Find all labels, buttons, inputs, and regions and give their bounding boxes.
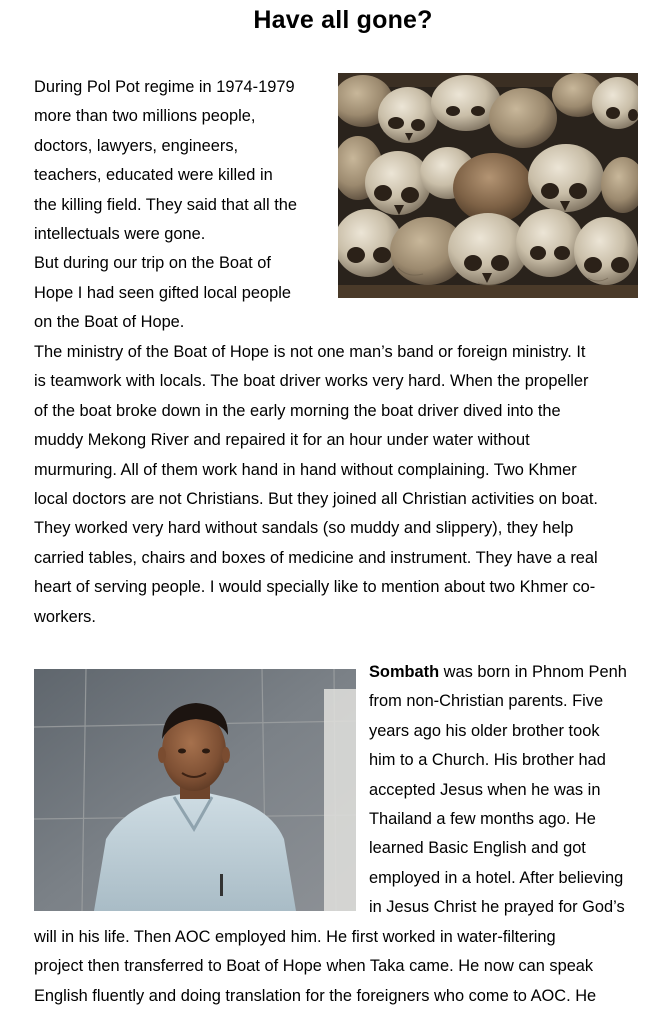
sombath-full-line: will in his life. Then AOC employed him. He first worked in water-filtering [34, 928, 556, 946]
intro-line: teachers, educated were killed in [34, 166, 273, 185]
intro-paragraph [34, 73, 330, 338]
sombath-line: Thailand a few months ago. He [369, 810, 596, 829]
sombath-line: him to a Church. His brother had [369, 751, 606, 770]
sombath-name: Sombath [369, 663, 440, 681]
sombath-line: in Jesus Christ he prayed for God’s [369, 898, 625, 917]
sombath-line: accepted Jesus when he was in [369, 780, 601, 799]
ministry-line: local doctors are not Christians. But they joined all Christian activities on boat. [34, 490, 598, 509]
sombath-side-paragraph [369, 658, 659, 923]
ministry-paragraph [34, 338, 654, 632]
ministry-line: murmuring. All of them work hand in hand without complaining. Two Khmer [34, 460, 577, 479]
ministry-line: They worked very hard without sandals (so muddy and slippery), they help [34, 519, 574, 538]
sombath-portrait-photo [34, 669, 356, 911]
ministry-line: heart of serving people. I would specially like to mention about two Khmer co- [34, 578, 596, 597]
skulls-photo [338, 73, 638, 298]
ministry-line: The ministry of the Boat of Hope is not one man’s band or foreign ministry. It [34, 343, 586, 361]
ministry-line: carried tables, chairs and boxes of medicine and instrument. They have a real [34, 548, 598, 567]
intro-line: doctors, lawyers, engineers, [34, 136, 239, 155]
intro-line: on the Boat of Hope. [34, 313, 185, 332]
sombath-full-line: English fluently and doing translation for the foreigners who come to AOC. He [34, 986, 597, 1005]
intro-line: more than two millions people, [34, 107, 256, 126]
intro-line: But during our trip on the Boat of [34, 254, 271, 273]
intro-line: Hope I had seen gifted local people [34, 283, 291, 302]
intro-line: During Pol Pot regime in 1974-1979 [34, 78, 295, 96]
sombath-line: employed in a hotel. After believing [369, 868, 624, 887]
ministry-line: muddy Mekong River and repaired it for an hour under water without [34, 431, 530, 450]
ministry-line: of the boat broke down in the early morning the boat driver dived into the [34, 401, 561, 420]
intro-line: the killing field. They said that all the [34, 195, 298, 214]
sombath-full-paragraph [34, 923, 664, 1011]
ministry-line: is teamwork with locals. The boat driver works very hard. When the propeller [34, 372, 589, 391]
page-title: Have all gone? [253, 6, 433, 34]
sombath-line: learned Basic English and got [369, 839, 586, 858]
sombath-line: from non-Christian parents. Five [369, 692, 604, 711]
sombath-full-line: project then transferred to Boat of Hope when Taka came. He now can speak [34, 957, 594, 976]
sombath-line: years ago his older brother took [369, 721, 600, 740]
ministry-line: workers. [34, 607, 96, 626]
sombath-first-line-rest: was born in Phnom Penh [439, 663, 627, 681]
intro-line: intellectuals were gone. [34, 225, 206, 244]
sombath-first-line [369, 658, 659, 687]
